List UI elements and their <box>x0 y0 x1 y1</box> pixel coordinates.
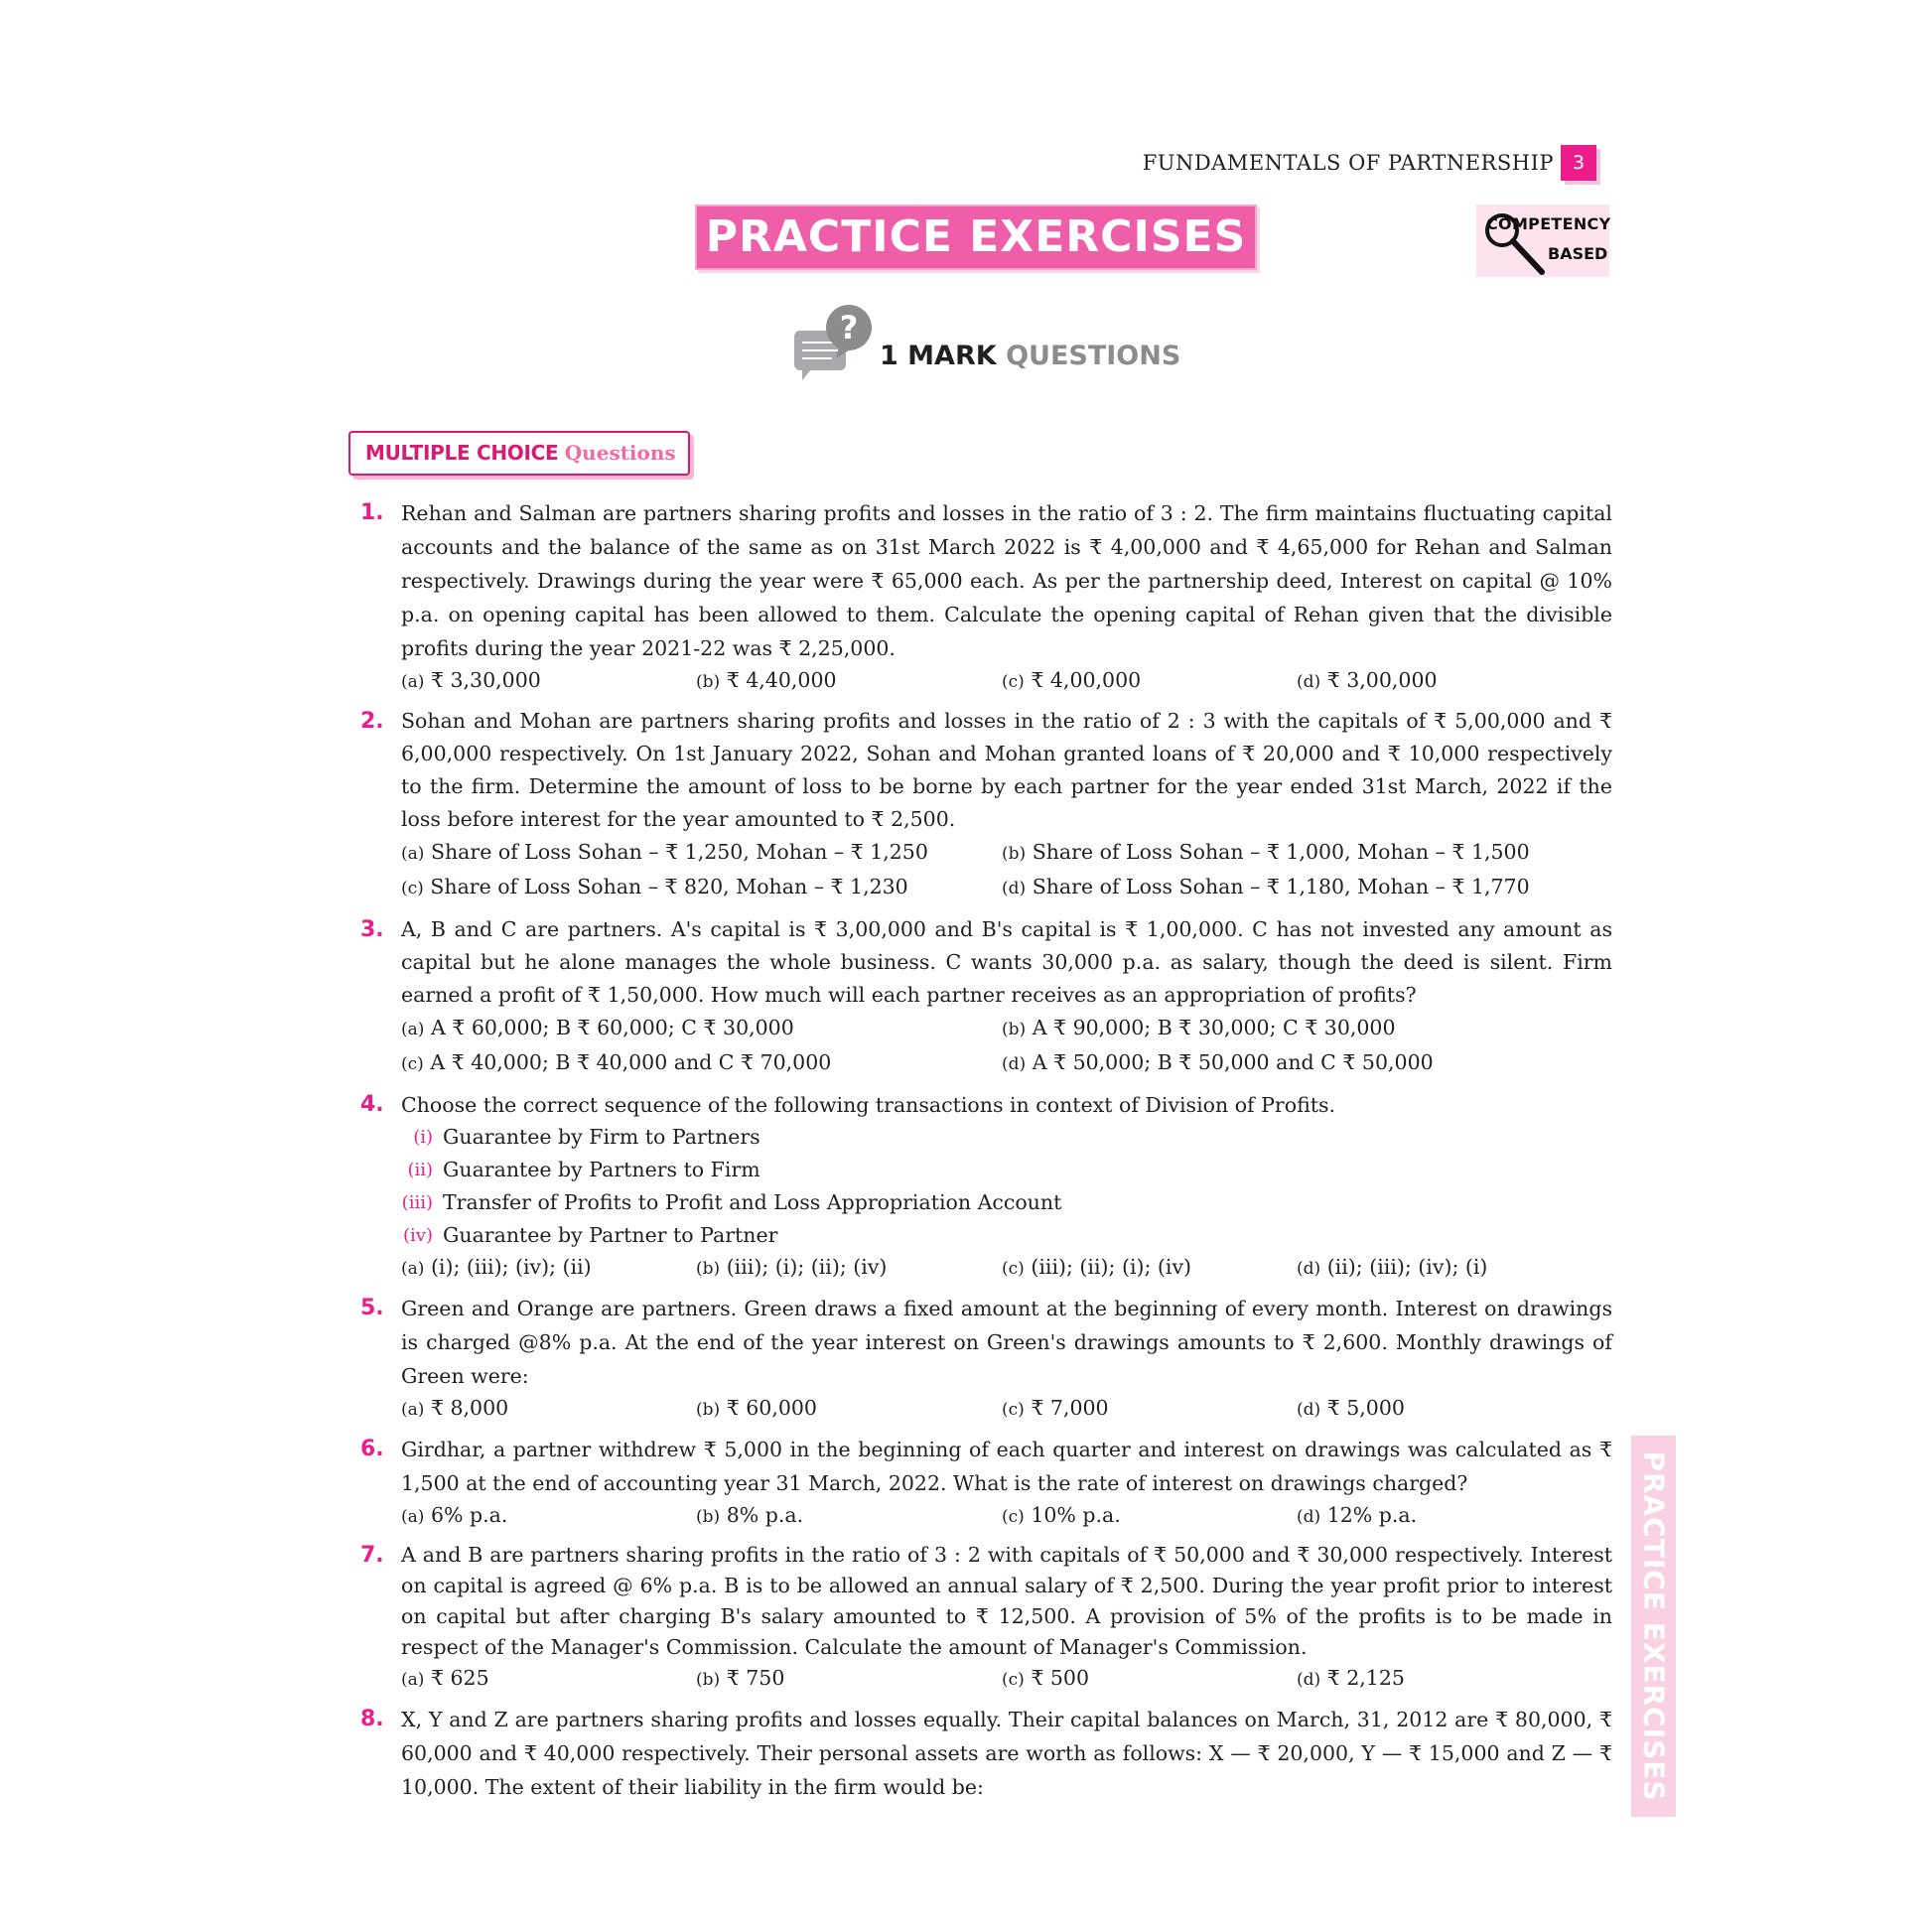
badge-line1: COMPETENCY <box>1486 214 1611 233</box>
section-mark: 1 MARK <box>880 341 997 371</box>
svg-text:?: ? <box>839 309 859 346</box>
question-text: Girdhar, a partner withdrew ₹ 5,000 in the beginning of each quarter and interest on drawings was calculated as ₹ 1,500 at the end of accounting year 31 March, 2022. What is the rate of interest on drawings charged? <box>401 1438 1612 1495</box>
option: (a) Share of Loss Sohan – ₹ 1,250, Mohan – ₹ 1,250 <box>401 840 928 864</box>
side-tab-label: PRACTICE EXERCISES <box>1637 1450 1670 1802</box>
option: (b) ₹ 750 <box>696 1666 785 1690</box>
option: (d) ₹ 5,000 <box>1297 1396 1405 1420</box>
option: (b) (iii); (i); (ii); (iv) <box>696 1255 888 1279</box>
question-text: Rehan and Salman are partners sharing profits and losses in the ratio of 3 : 2. The firm maintains fluctuating capital accounts and the balance of the same as on 31st March 2022 is ₹ 4,00,000 and ₹ 4,65,000 for Rehan and Salman respectively. Drawings during the year were ₹ 65,000 each. As per the partnership deed, Interest on capital @ 10% p.a. on opening capital has been allowed to them. Calculate the opening capital of Rehan given that the divisible profits during the year 2021-22 was ₹ 2,25,000. <box>401 501 1612 660</box>
question <box>357 1540 1612 1695</box>
option: (b) Share of Loss Sohan – ₹ 1,000, Mohan – ₹ 1,500 <box>1002 840 1530 864</box>
page-number: 3 <box>1561 145 1596 181</box>
badge-line2: BASED <box>1548 244 1608 263</box>
option: (c) 10% p.a. <box>1002 1503 1121 1527</box>
options <box>401 1393 1612 1425</box>
page-title: PRACTICE EXERCISES <box>695 205 1257 270</box>
question <box>357 705 1612 905</box>
question-text: Choose the correct sequence of the following transactions in context of Division of Profits. <box>401 1093 1336 1117</box>
section-heading <box>794 303 1181 382</box>
option: (b) ₹ 4,40,000 <box>696 668 837 692</box>
option: (d) Share of Loss Sohan – ₹ 1,180, Mohan – ₹ 1,770 <box>1002 875 1530 898</box>
question-number: 7. <box>360 1543 384 1568</box>
question-text: A, B and C are partners. A's capital is ₹ 3,00,000 and B's capital is ₹ 1,00,000. C has not invested any amount as capital but he alone manages the whole business. C wants 30,000 p.a. as salary, though the deed is silent. Firm earned a profit of ₹ 1,50,000. How much will each partner receives as an appropriation of profits? <box>401 917 1612 1007</box>
question <box>357 913 1612 1081</box>
competency-badge <box>1476 205 1609 277</box>
option: (b) 8% p.a. <box>696 1503 804 1527</box>
question-bubble-icon <box>794 303 878 382</box>
question-text: Green and Orange are partners. Green draws a fixed amount at the beginning of every month. Interest on drawings is charged @8% p.a. At the end of the year interest on Green's drawings amounts to ₹ 2,600. Monthly drawings of Green were: <box>401 1297 1612 1388</box>
option: (d) A ₹ 50,000; B ₹ 50,000 and C ₹ 50,000 <box>1002 1050 1434 1074</box>
option: (c) ₹ 500 <box>1002 1666 1090 1690</box>
subsection-light: Questions <box>564 441 676 465</box>
option: (a) ₹ 625 <box>401 1666 489 1690</box>
question <box>357 496 1612 697</box>
section-label: QUESTIONS <box>1006 341 1181 371</box>
question-text: A and B are partners sharing profits in the ratio of 3 : 2 with capitals of ₹ 50,000 and ₹ 30,000 respectively. Interest on capital is agreed @ 6% p.a. B is to be allowed an annual salary of ₹ 2,500. During the year profit prior to interest on capital but after charging B's salary amounted to ₹ 12,500. A provision of 5% of the profits is to be made in respect of the Manager's Commission. Calculate the amount of Manager's Commission. <box>401 1543 1612 1659</box>
question <box>357 1089 1612 1284</box>
sub-item: (iv) Guarantee by Partner to Partner <box>403 1223 778 1247</box>
option: (c) (iii); (ii); (i); (iv) <box>1002 1255 1192 1279</box>
subsection-strong: MULTIPLE CHOICE <box>365 441 559 465</box>
question-number: 1. <box>360 500 384 525</box>
question-text: Sohan and Mohan are partners sharing profits and losses in the ratio of 2 : 3 with the capitals of ₹ 5,00,000 and ₹ 6,00,000 respectively. On 1st January 2022, Sohan and Mohan granted loans of ₹ 20,000 and ₹ 10,000 respectively to the firm. Determine the amount of loss to be borne by each partner for the year ended 31st March, 2022 if the loss before interest for the year amounted to ₹ 2,500. <box>401 709 1612 831</box>
question-list <box>357 496 1612 1812</box>
side-tab <box>1631 1436 1676 1817</box>
question-number: 3. <box>360 917 384 942</box>
options <box>401 1663 1612 1695</box>
options <box>401 665 1612 697</box>
question-number: 2. <box>360 709 384 734</box>
option: (d) ₹ 3,00,000 <box>1297 668 1438 692</box>
option: (a) ₹ 8,000 <box>401 1396 509 1420</box>
option: (b) ₹ 60,000 <box>696 1396 817 1420</box>
sub-item: (ii) Guarantee by Partners to Firm <box>407 1158 760 1181</box>
question <box>357 1703 1612 1804</box>
option: (a) ₹ 3,30,000 <box>401 668 541 692</box>
option: (d) ₹ 2,125 <box>1297 1666 1405 1690</box>
options <box>401 1500 1612 1532</box>
option: (a) (i); (iii); (iv); (ii) <box>401 1255 592 1279</box>
sub-item: (i) Guarantee by Firm to Partners <box>413 1125 760 1149</box>
question <box>357 1292 1612 1425</box>
question <box>357 1433 1612 1532</box>
subsection-heading <box>348 431 690 476</box>
option: (a) A ₹ 60,000; B ₹ 60,000; C ₹ 30,000 <box>401 1016 794 1039</box>
question-number: 4. <box>360 1092 384 1117</box>
question-number: 5. <box>360 1296 384 1320</box>
option: (b) A ₹ 90,000; B ₹ 30,000; C ₹ 30,000 <box>1002 1016 1396 1039</box>
question-number: 6. <box>360 1437 384 1461</box>
question-number: 8. <box>360 1707 384 1731</box>
option: (d) 12% p.a. <box>1297 1503 1418 1527</box>
sub-item: (iii) Transfer of Profits to Profit and Loss Appropriation Account <box>401 1190 1062 1214</box>
option: (c) A ₹ 40,000; B ₹ 40,000 and C ₹ 70,000 <box>401 1050 832 1074</box>
option: (c) ₹ 4,00,000 <box>1002 668 1142 692</box>
option: (c) Share of Loss Sohan – ₹ 820, Mohan – ₹ 1,230 <box>401 875 908 898</box>
options <box>401 836 1612 905</box>
options <box>401 1012 1612 1081</box>
option: (c) ₹ 7,000 <box>1002 1396 1109 1420</box>
option: (d) (ii); (iii); (iv); (i) <box>1297 1255 1488 1279</box>
question-text: X, Y and Z are partners sharing profits and losses equally. Their capital balances on March, 31, 2012 are ₹ 80,000, ₹ 60,000 and ₹ 40,000 respectively. Their personal assets are worth as follows: X — ₹ 20,000, Y — ₹ 15,000 and Z — ₹ 10,000. The extent of their liability in the firm would be: <box>401 1708 1612 1799</box>
option: (a) 6% p.a. <box>401 1503 508 1527</box>
options <box>401 1252 1612 1284</box>
running-header: FUNDAMENTALS OF PARTNERSHIP <box>1142 151 1554 175</box>
